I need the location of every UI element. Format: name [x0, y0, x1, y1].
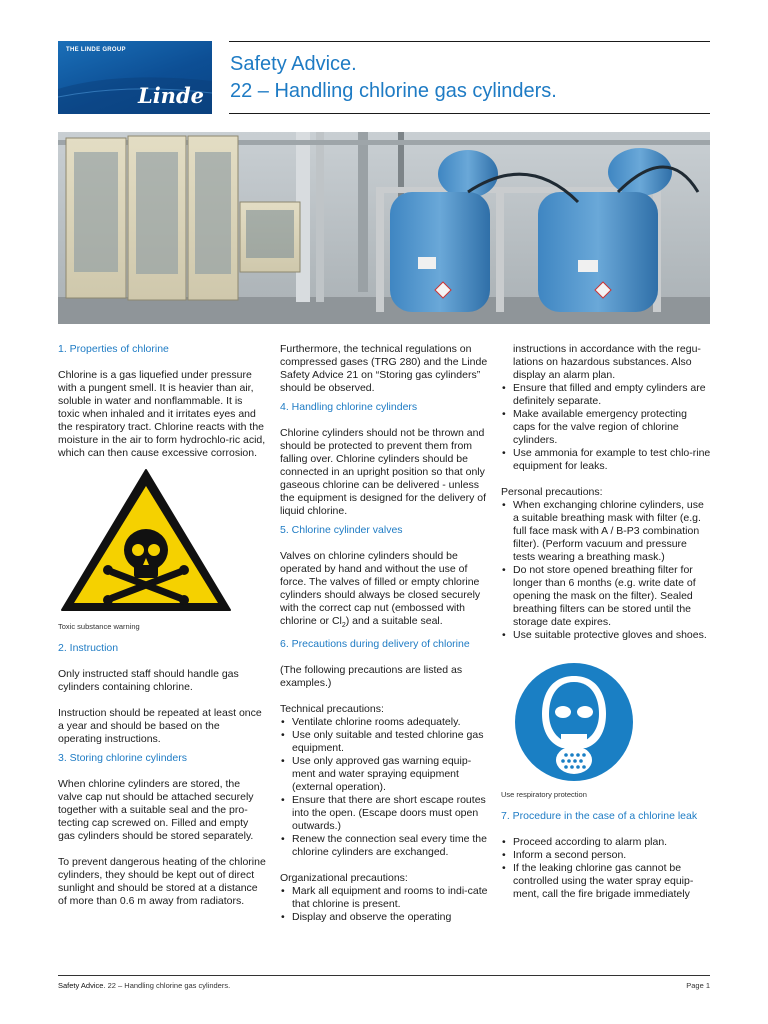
- logo-group-text: THE LINDE GROUP: [66, 47, 126, 53]
- organizational-precautions-label: Organizational precautions:: [280, 872, 408, 885]
- respiratory-protection-sign: [501, 662, 711, 786]
- list-item: • Display and observe the operating: [280, 911, 488, 924]
- sign-caption-toxic: Toxic substance warning: [58, 622, 140, 631]
- list-item: • Proceed according to alarm plan.: [501, 836, 711, 849]
- paragraph-valves: [280, 550, 488, 632]
- section-heading-handling: 4. Handling chlorine cylinders: [280, 401, 418, 413]
- paragraph-instructions-cont: instructions in accordance with the regu-lations on hazardous substances. Also display an alarm plan.: [513, 343, 701, 381]
- section-heading-storing: 3. Storing chlorine cylinders: [58, 752, 187, 764]
- valves-text-a: Valves on chlorine cylinders should be operated by hand and without the use of force. The valves of filled or empty chlorine cylinders should always be closed securely with the correct cap nut (embossed with chlorine or Cl: [280, 550, 481, 627]
- list-item: • Do not store opened breathing filter for longer than 6 months (e.g. write date of opening the mask on the filter). Sealed breathing filters can be stored until the storage date expires.: [501, 564, 711, 629]
- footer-title-rest: 22 – Handling chlorine gas cylinders.: [105, 981, 231, 990]
- organizational-precautions-list: [280, 885, 488, 924]
- paragraph-instruction-1: Only instructed staff should handle gas cylinders containing chlorine.: [58, 668, 239, 693]
- logo-wordmark: Linde: [137, 83, 204, 108]
- paragraph-regulations: Furthermore, the technical regulations on compressed gases (TRG 280) and the Linde Safety Advice 21 on “Storing gas cylinders” should be observed.: [280, 343, 488, 394]
- organizational-precautions-list-cont: [501, 382, 711, 473]
- personal-precautions-label: Personal precautions:: [501, 486, 603, 498]
- column-2: [280, 343, 488, 924]
- list-item: • Use only approved gas warning equip-ment and water spraying equipment (external operation).: [280, 755, 488, 794]
- footer-rule: [58, 975, 710, 976]
- footer-title-bold: Safety Advice.: [58, 981, 106, 990]
- list-item: • Ensure that there are short escape routes into the open. (Escape doors must open outwards.): [280, 794, 488, 833]
- section-heading-valves: 5. Chlorine cylinder valves: [280, 524, 403, 536]
- skull-crossbones-icon: [58, 466, 238, 614]
- page-title: Safety Advice.: [230, 53, 357, 75]
- list-item: • Use ammonia for example to test chlo-rine equipment for leaks.: [501, 447, 711, 473]
- list-item: • Make available emergency protecting caps for the valve region of chlorine cylinders.: [501, 408, 711, 447]
- section-heading-precautions: 6. Precautions during delivery of chlorine: [280, 638, 470, 651]
- list-item: • Use only suitable and tested chlorine gas equipment.: [280, 729, 488, 755]
- header-rule-top: [229, 41, 710, 42]
- page-number: Page 1: [686, 981, 710, 990]
- header-rule-bottom: [229, 113, 710, 114]
- list-item: • Mark all equipment and rooms to indi-cate that chlorine is present.: [280, 885, 488, 911]
- toxic-warning-sign: [58, 466, 266, 618]
- column-3: [501, 343, 711, 901]
- column-1: [58, 343, 266, 908]
- valves-subscript: 2: [341, 622, 346, 630]
- list-item: • Ventilate chlorine rooms adequately.: [280, 716, 488, 729]
- gas-mask-icon: [514, 662, 634, 782]
- section-heading-leak: 7. Procedure in the case of a chlorine leak: [501, 810, 698, 822]
- technical-precautions-label: Technical precautions:: [280, 703, 384, 716]
- list-item: • When exchanging chlorine cylinders, use a suitable breathing mask with filter (e.g. full face mask with A / B-P3 combination filter). (Perform vacuum and pressure tests wearing a breathing mask.): [501, 499, 711, 564]
- technical-precautions-list: [280, 716, 488, 859]
- paragraph-precautions-intro: (The following precautions are listed as examples.): [280, 664, 463, 690]
- section-heading-instruction: 2. Instruction: [58, 642, 119, 654]
- list-item: • Ensure that filled and empty cylinders are definitely separate.: [501, 382, 711, 408]
- sign-caption-respiratory: Use respiratory protection: [501, 790, 587, 799]
- list-item: • Use suitable protective gloves and shoes.: [501, 629, 711, 642]
- personal-precautions-list: [501, 499, 711, 642]
- paragraph-properties: Chlorine is a gas liquefied under pressure with a pungent smell. It is heavier than air, soluble in water and nonflammable. It is toxic when inhaled and it irritates eyes and the respiratory tract. Chlorine reacts with the moisture in the air to form hydrochlo-ric acid, which can then cause excessive corrosion.: [58, 369, 266, 459]
- linde-logo: [58, 41, 212, 114]
- valves-text-b: ) and a suitable seal.: [345, 615, 443, 627]
- section-heading-properties: 1. Properties of chlorine: [58, 343, 169, 355]
- leak-procedure-list: [501, 836, 711, 901]
- paragraph-storing-2: To prevent dangerous heating of the chlorine cylinders, they should be kept out of direct sunlight and should be stored at a distance of more than 0.6 m away from radiators.: [58, 856, 266, 907]
- list-item: • If the leaking chlorine gas cannot be controlled using the water spray equip-ment, call the fire brigade immediately: [501, 862, 711, 901]
- chlorine-room-photo: [58, 132, 710, 324]
- paragraph-storing-1: When chlorine cylinders are stored, the valve cap nut should be attached securely together with a suitable seal and the pro-tecting cap screwed on. Filled and empty gas cylinders should be stored separately.: [58, 778, 254, 842]
- paragraph-handling: Chlorine cylinders should not be thrown and should be protected to prevent them from falling over. Chlorine cylinders should be connected in an upright position so that only gaseous chlorine can be delivered - unless the equipment is designed for the delivery of liquid chlorine.: [280, 427, 487, 517]
- paragraph-instruction-2: Instruction should be repeated at least once a year and should be based on the operating instructions.: [58, 707, 262, 745]
- list-item: • Renew the connection seal every time the chlorine cylinders are exchanged.: [280, 833, 488, 859]
- list-item: • Inform a second person.: [501, 849, 711, 862]
- footer-title: [58, 981, 230, 990]
- page-subtitle: 22 – Handling chlorine gas cylinders.: [230, 80, 557, 102]
